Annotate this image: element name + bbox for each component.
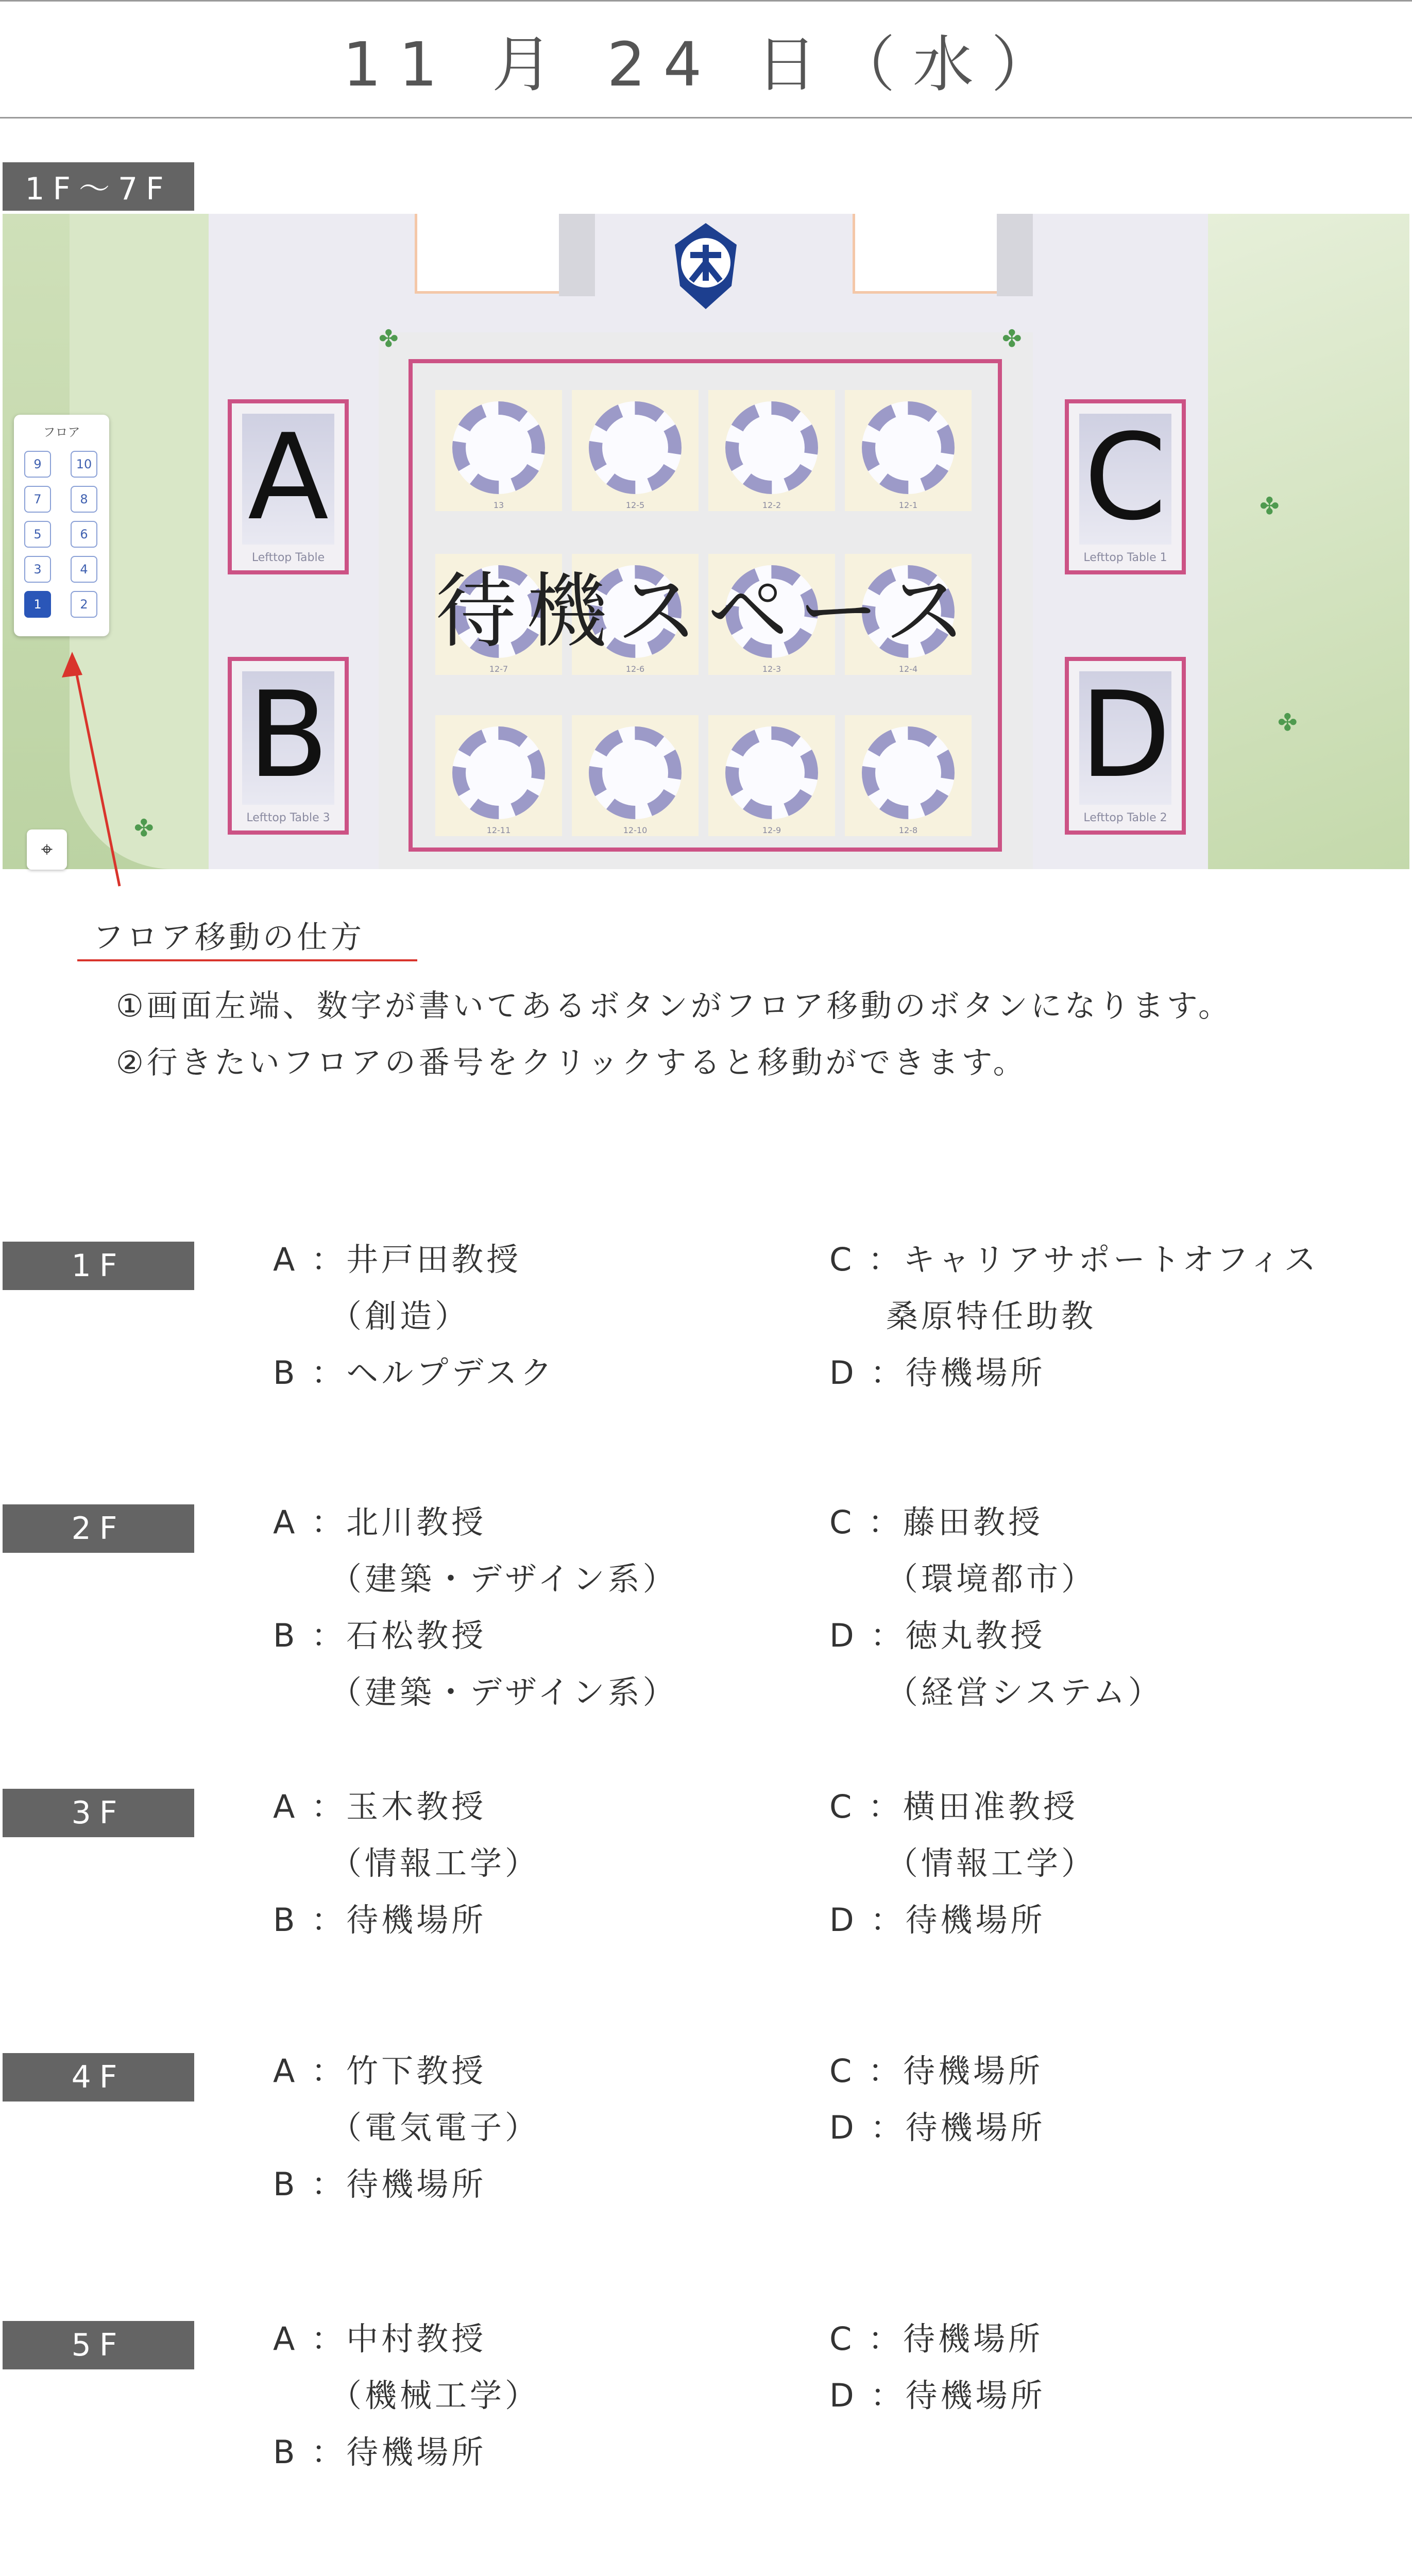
floor-entry-a: A ：北川教授 (273, 1503, 487, 1541)
table-chairs-icon (862, 726, 955, 819)
floor-entry-a: A ：玉木教授 (273, 1788, 487, 1825)
floor-entry-d: D ：待機場所 (829, 1901, 1046, 1939)
floor-entry-c: C ：キャリアサポートオフィス (829, 1241, 1319, 1278)
floor-button-6[interactable]: 6 (71, 521, 97, 548)
floor-entry-d: D ：待機場所 (829, 2109, 1046, 2146)
waiting-space-label: 待機スペース (435, 564, 976, 659)
instructions-underline (77, 959, 417, 961)
table-number: 12-1 (898, 500, 918, 510)
instructions-title: フロア移動の仕方 (93, 920, 365, 956)
floor-entry-b: B ：待機場所 (273, 2165, 487, 2203)
room-top-right (853, 214, 1002, 294)
floor-entry-c: C ：待機場所 (829, 2052, 1043, 2090)
zone-caption: Lefttop Table (251, 551, 325, 564)
floor-tag: 1F (3, 1242, 194, 1290)
zone-letter: C (1084, 409, 1167, 547)
clover-icon: ✤ (1260, 492, 1280, 520)
floor-button-3[interactable]: 3 (24, 556, 51, 583)
instruction-line: ①画面左端、数字が書いてあるボタンがフロア移動のボタンになります。 (116, 988, 1232, 1024)
floor-entry-c: C ：待機場所 (829, 2320, 1043, 2358)
floor-button-8[interactable]: 8 (71, 486, 97, 513)
floor-entry-b: B ：待機場所 (273, 1901, 487, 1939)
floor-entry-a: A ：中村教授 (273, 2320, 487, 2358)
floor-tag: 4F (3, 2053, 194, 2102)
table-number: 12-7 (489, 664, 508, 674)
conference-table[interactable] (435, 715, 562, 836)
university-logo-icon (654, 214, 757, 317)
zone-letter: D (1079, 667, 1171, 804)
table-chairs-icon (589, 726, 682, 819)
zone-a[interactable] (228, 399, 349, 574)
floor-entry-c: （情報工学） (886, 1844, 1097, 1882)
table-number: 12-5 (625, 500, 645, 510)
floor-entry-b: （建築・デザイン系） (330, 1673, 678, 1711)
room-shadow (997, 214, 1033, 296)
clover-icon: ✤ (379, 325, 399, 352)
zone-letter: B (247, 667, 329, 804)
floor-entry-a: A ：井戸田教授 (273, 1241, 522, 1278)
table-chairs-icon (725, 401, 818, 494)
table-chairs-icon (452, 726, 545, 819)
floor-entry-a: （情報工学） (330, 1844, 540, 1882)
conference-table[interactable] (708, 390, 835, 511)
room-top-left (415, 214, 564, 294)
table-number: 12-11 (486, 825, 511, 835)
zone-caption: Lefttop Table 1 (1083, 551, 1167, 564)
floor-button-2[interactable]: 2 (71, 591, 97, 618)
floor-entry-a: （創造） (330, 1297, 470, 1335)
floor-tag: 3F (3, 1789, 194, 1837)
floor-panel-title: フロア (43, 425, 80, 439)
floor-button-1[interactable]: 1 (24, 591, 51, 618)
table-number: 12-3 (762, 664, 781, 674)
floor-entry-d: D ：徳丸教授 (829, 1617, 1046, 1654)
floor-entry-a: （機械工学） (330, 2377, 540, 2414)
conference-table[interactable] (845, 390, 972, 511)
zone-b[interactable] (228, 657, 349, 835)
conference-table[interactable] (572, 715, 699, 836)
floor-entry-a: （電気電子） (330, 2109, 540, 2146)
conference-table[interactable] (435, 390, 562, 511)
instruction-line: ②行きたいフロアの番号をクリックすると移動ができます。 (116, 1045, 1027, 1081)
table-number: 13 (493, 500, 504, 510)
floor-entry-a: （建築・デザイン系） (330, 1560, 678, 1598)
zone-caption: Lefttop Table 3 (246, 811, 330, 824)
floor-entry-d: （経営システム） (886, 1673, 1163, 1711)
table-chairs-icon (862, 401, 955, 494)
zone-letter: A (247, 409, 329, 547)
locate-icon[interactable]: ⌖ (27, 829, 67, 870)
conference-table[interactable] (845, 715, 972, 836)
map-range-tag: 1F～7F (3, 162, 194, 211)
floor-tag: 5F (3, 2321, 194, 2369)
floor-entry-c: C ：藤田教授 (829, 1503, 1043, 1541)
table-chairs-icon (589, 401, 682, 494)
table-number: 12-9 (762, 825, 781, 835)
floor-selector-panel (14, 415, 109, 636)
floor-entry-c: （環境都市） (886, 1560, 1097, 1598)
floor-entry-c: 桑原特任助教 (886, 1297, 1097, 1335)
floor-button-4[interactable]: 4 (71, 556, 97, 583)
floor-entry-c: C ：横田准教授 (829, 1788, 1078, 1825)
floor-entry-b: B ：石松教授 (273, 1617, 487, 1654)
floor-button-7[interactable]: 7 (24, 486, 51, 513)
clover-icon: ✤ (134, 814, 154, 842)
floor-entry-d: D ：待機場所 (829, 1354, 1046, 1392)
arrow-icon (0, 644, 206, 902)
floor-entry-b: B ：ヘルプデスク (273, 1354, 555, 1392)
table-chairs-icon (725, 726, 818, 819)
clover-icon: ✤ (1278, 708, 1298, 736)
floor-button-5[interactable]: 5 (24, 521, 51, 548)
table-number: 12-6 (625, 664, 645, 674)
floor-tag: 2F (3, 1504, 194, 1553)
floor-button-10[interactable]: 10 (71, 451, 97, 478)
conference-table[interactable] (572, 390, 699, 511)
table-number: 12-4 (898, 664, 918, 674)
floor-button-9[interactable]: 9 (24, 451, 51, 478)
clover-icon: ✤ (1002, 325, 1022, 352)
zone-c[interactable] (1065, 399, 1186, 574)
zone-d[interactable] (1065, 657, 1186, 835)
table-chairs-icon (452, 401, 545, 494)
grass-right (1208, 214, 1409, 869)
conference-table[interactable] (708, 715, 835, 836)
table-number: 12-8 (898, 825, 918, 835)
table-number: 12-2 (762, 500, 781, 510)
room-shadow (559, 214, 595, 296)
floor-entry-d: D ：待機場所 (829, 2377, 1046, 2414)
table-number: 12-10 (623, 825, 648, 835)
floor-entry-a: A ：竹下教授 (273, 2052, 487, 2090)
page-title: 11 月 24 日（水） (0, 0, 1412, 118)
floor-entry-b: B ：待機場所 (273, 2433, 487, 2471)
zone-caption: Lefttop Table 2 (1083, 811, 1167, 824)
